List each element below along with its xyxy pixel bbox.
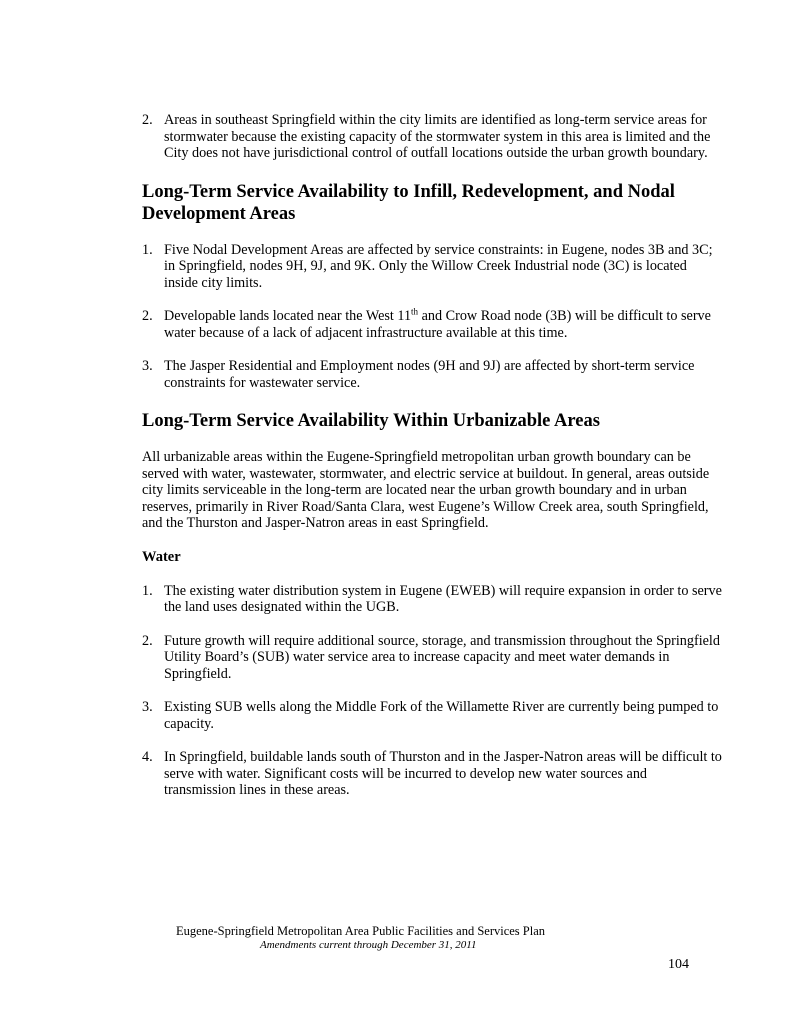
list-text [164, 308, 711, 341]
page-number: 104 [668, 957, 689, 972]
list-number: 1. [142, 241, 153, 258]
footer-subtitle: Amendments current through December 31, 2011 [260, 939, 477, 951]
list-text: Areas in southeast Springfield within the city limits are identified as long-term service areas for stormwater because the existing capacity of the stormwater system in this area is limited and the City does not have jurisdictional control of outfall locations outside the urban growth boundary. [164, 112, 711, 161]
list-number: 2. [142, 632, 153, 649]
list-number: 3. [142, 699, 153, 715]
list-item-stormwater-southeast [142, 112, 722, 162]
list-item-jasper-nodes [142, 358, 722, 391]
list-number: 3. [142, 358, 153, 374]
list-text-after: and Crow Road node (3B) will be difficult to serve water because of a lack of adjacent infrastructure available at this time. [164, 308, 711, 341]
list-text: Five Nodal Development Areas are affected by service constraints: in Eugene, nodes 3B and 3C; in Springfield, nodes 9H, 9J, and 9K. Only the Willow Creek Industrial node (3C) is located inside city limits. [164, 241, 713, 291]
list-text: Future growth will require additional source, storage, and transmission throughout the Springfield Utility Board’s (SUB) water service area to increase capacity and meet water demands in Springfield. [164, 632, 720, 682]
list-number: 2. [142, 112, 153, 128]
list-text: Existing SUB wells along the Middle Fork of the Willamette River are currently being pumped to capacity. [164, 699, 719, 732]
list-text: The existing water distribution system in Eugene (EWEB) will require expansion in order to serve the land uses designated within the UGB. [164, 582, 722, 615]
list-text: The Jasper Residential and Employment nodes (9H and 9J) are affected by short-term service constraints for wastewater service. [164, 358, 695, 391]
list-number: 4. [142, 749, 153, 765]
list-text-before: Developable lands located near the West 11 [164, 308, 412, 324]
list-item-west-11th [142, 308, 722, 341]
list-text: In Springfield, buildable lands south of Thurston and in the Jasper-Natron areas will be difficult to serve with water. Significant costs will be incurred to develop new water sources and transmission lines in these areas. [164, 749, 722, 798]
section-heading-urbanizable: Long-Term Service Availability Within Urbanizable Areas [142, 411, 600, 431]
list-item-eweb-expansion [142, 583, 722, 616]
footer-title: Eugene-Springfield Metropolitan Area Public Facilities and Services Plan [176, 924, 546, 938]
section-heading-infill-nodal: Long-Term Service Availability to Infill, Redevelopment, and Nodal Development Areas [142, 181, 675, 224]
list-item-thurston-jasper [142, 749, 722, 799]
ordinal-superscript: th [411, 306, 419, 317]
list-item-sub-wells [142, 699, 722, 732]
list-number: 2. [142, 308, 153, 324]
page-content [142, 112, 722, 799]
list-item-sub-growth [142, 633, 722, 683]
page-footer [176, 924, 656, 952]
list-number: 1. [142, 582, 153, 599]
urbanizable-paragraph: All urbanizable areas within the Eugene-Springfield metropolitan urban growth boundary can be served with water, wastewater, stormwater, and electric service at buildout. In general, areas outside city limits serviceable in the long-term are located near the urban growth boundary and in urban reserves, primarily in River Road/Santa Clara, west Eugene’s Willow Creek area, south Springfield, and the Thurston and Jasper-Natron areas in east Springfield. [142, 449, 710, 531]
list-item-nodal-areas [142, 242, 722, 292]
subheading-water: Water [142, 548, 181, 565]
